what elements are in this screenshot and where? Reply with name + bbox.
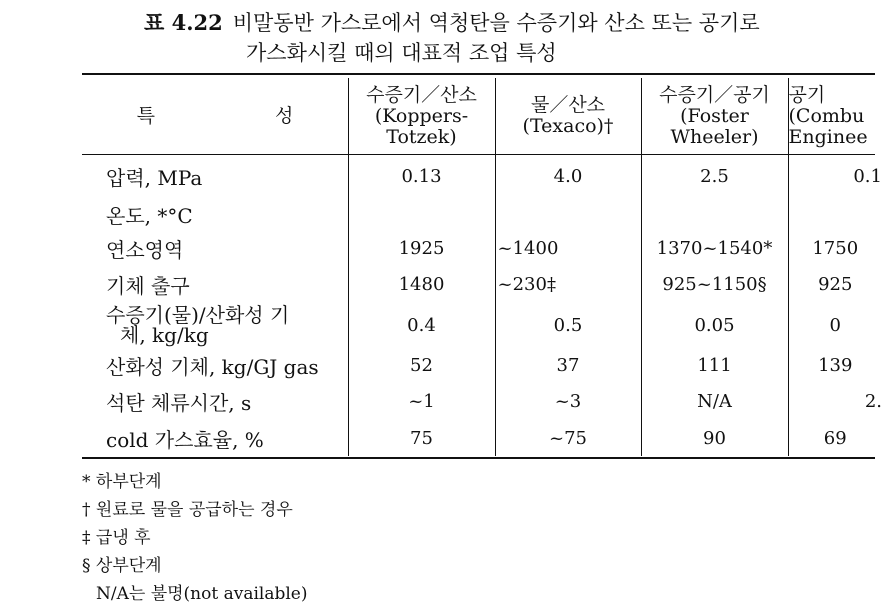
cell: 1370~1540* bbox=[641, 230, 788, 266]
table-row bbox=[82, 382, 882, 420]
data-table bbox=[82, 78, 882, 456]
header-col-2: 물／산소 (Texaco)† bbox=[495, 78, 641, 154]
cell: 2. bbox=[788, 382, 882, 420]
header-col-1: 수증기／산소 (Koppers- Totzek) bbox=[348, 78, 495, 154]
cell bbox=[788, 198, 882, 230]
cell: 111 bbox=[641, 348, 788, 382]
header-row bbox=[82, 78, 882, 154]
cell: 1925 bbox=[348, 230, 495, 266]
bottom-rule bbox=[82, 457, 875, 459]
table-row bbox=[82, 420, 882, 456]
footnote: * 하부단계 bbox=[82, 472, 162, 492]
cell: 0.1 bbox=[788, 154, 882, 198]
cell: ~3 bbox=[495, 382, 641, 420]
cell bbox=[495, 198, 641, 230]
row-label: 석탄 체류시간, s bbox=[106, 390, 252, 415]
cell: 75 bbox=[348, 420, 495, 456]
cell bbox=[348, 198, 495, 230]
row-label: 기체 출구 bbox=[106, 273, 190, 298]
footnote: ‡ 급냉 후 bbox=[82, 528, 151, 548]
footnotes bbox=[82, 468, 308, 608]
table-row bbox=[82, 348, 882, 382]
table-number: 표 4.22 bbox=[144, 10, 223, 35]
header-col-3: 수증기／공기 (Foster Wheeler) bbox=[641, 78, 788, 154]
caption-line-2: 가스화시킬 때의 대표적 조업 특성 bbox=[246, 41, 557, 65]
cell: 52 bbox=[348, 348, 495, 382]
cell: 37 bbox=[495, 348, 641, 382]
cell bbox=[641, 198, 788, 230]
table-row bbox=[82, 198, 882, 230]
cell: 925 bbox=[788, 266, 882, 302]
cell: 0.05 bbox=[641, 302, 788, 348]
header-char-1: 특 bbox=[136, 104, 155, 127]
table-row bbox=[82, 266, 882, 302]
cell: ~1400 bbox=[495, 230, 641, 266]
cell: 925~1150§ bbox=[641, 266, 788, 302]
table-row bbox=[82, 302, 882, 348]
row-label: cold 가스효율, % bbox=[106, 427, 264, 452]
cell: 1480 bbox=[348, 266, 495, 302]
cell: 2.5 bbox=[641, 154, 788, 198]
footnote: N/A는 불명(not available) bbox=[96, 584, 308, 604]
cell: ~230‡ bbox=[495, 266, 641, 302]
cell: 139 bbox=[788, 348, 882, 382]
header-col-4: 공기 (Combu Enginee bbox=[788, 78, 882, 154]
footnote: § 상부단계 bbox=[82, 556, 162, 576]
table-row bbox=[82, 230, 882, 266]
cell: 0 bbox=[788, 302, 882, 348]
caption-line-1: 비말동반 가스로에서 역청탄을 수증기와 산소 또는 공기로 bbox=[232, 11, 760, 35]
row-label: 온도, *°C bbox=[106, 203, 193, 228]
cell: 0.13 bbox=[348, 154, 495, 198]
table-row bbox=[82, 154, 882, 198]
row-label: 수증기(물)/산화성 기 체, kg/kg bbox=[106, 303, 290, 347]
cell: 90 bbox=[641, 420, 788, 456]
cell: 4.0 bbox=[495, 154, 641, 198]
header-char-2: 성 bbox=[275, 104, 294, 127]
cell: N/A bbox=[641, 382, 788, 420]
cell: 0.4 bbox=[348, 302, 495, 348]
footnote: † 원료로 물을 공급하는 경우 bbox=[82, 500, 293, 520]
row-label: 산화성 기체, kg/GJ gas bbox=[106, 354, 319, 379]
cell: 1750 bbox=[788, 230, 882, 266]
cell: ~1 bbox=[348, 382, 495, 420]
table-caption bbox=[144, 8, 760, 65]
row-label: 압력, MPa bbox=[106, 165, 203, 190]
header-characteristic bbox=[82, 78, 348, 154]
cell: 0.5 bbox=[495, 302, 641, 348]
top-rule bbox=[82, 73, 875, 75]
cell: ~75 bbox=[495, 420, 641, 456]
row-label: 연소영역 bbox=[106, 237, 184, 262]
cell: 69 bbox=[788, 420, 882, 456]
